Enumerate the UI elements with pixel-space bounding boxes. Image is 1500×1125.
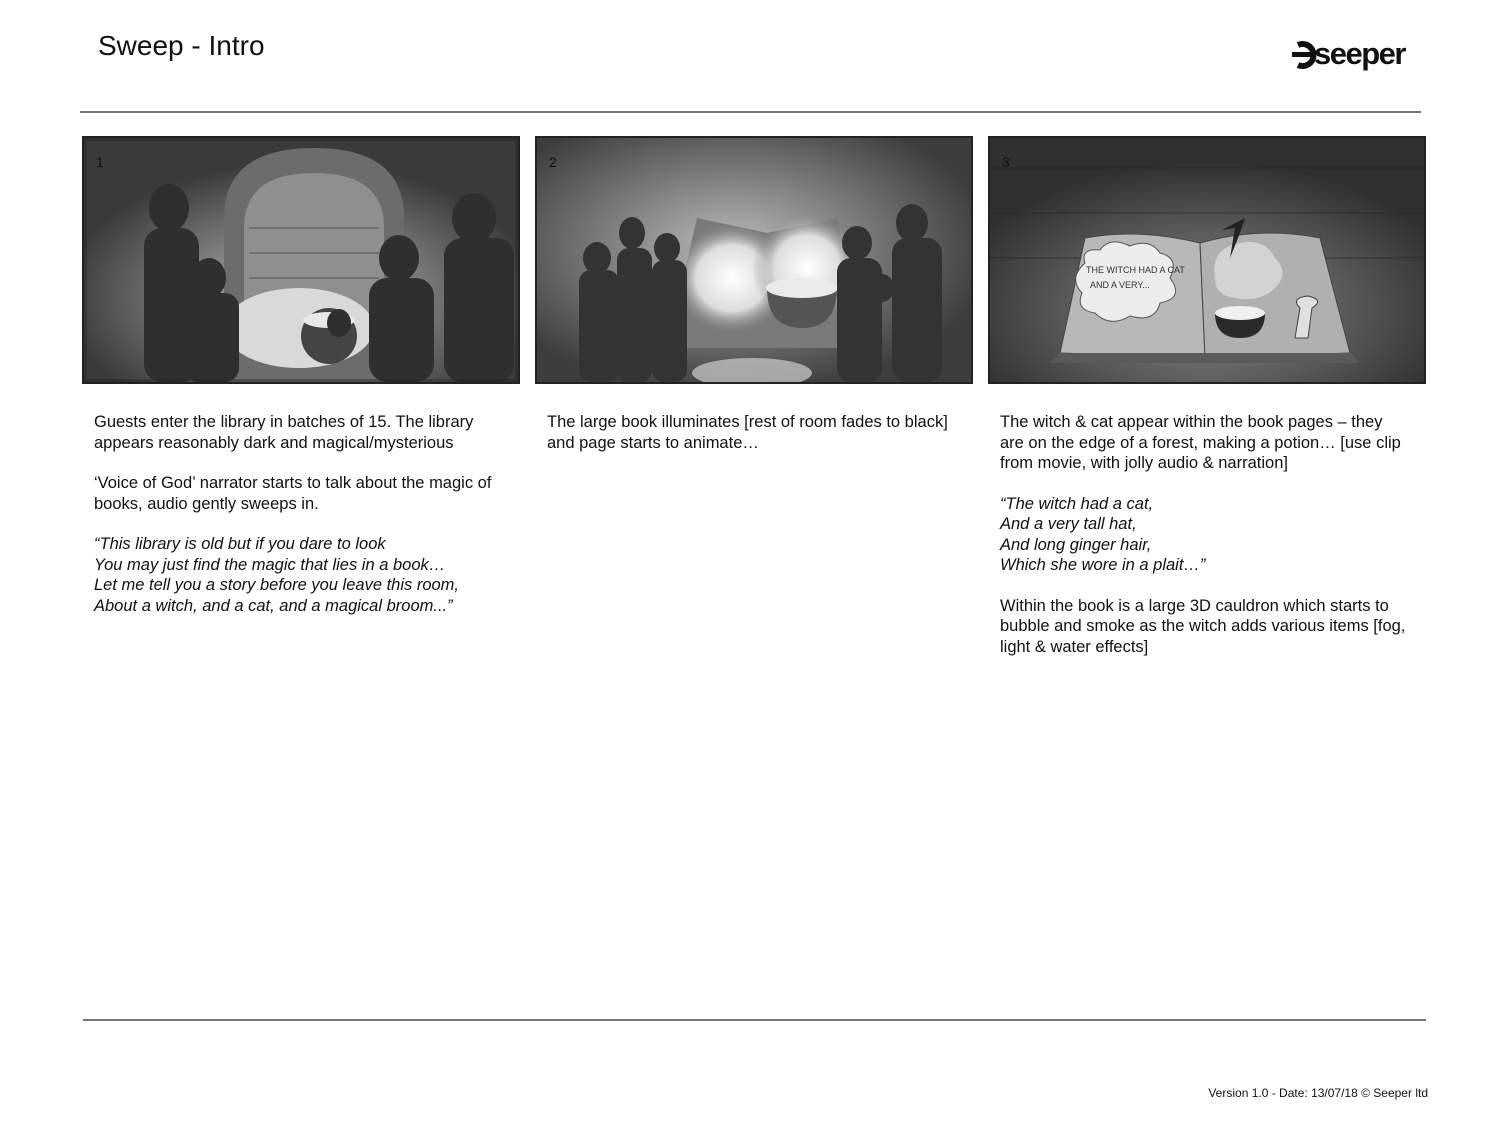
- verse-line: “This library is old but if you dare to look: [94, 535, 386, 553]
- verse-line: Which she wore in a plait…”: [1000, 556, 1206, 574]
- version-footer: Version 1.0 - Date: 13/07/18 © Seeper ltd: [1208, 1086, 1428, 1100]
- panel-number: 1: [96, 154, 104, 170]
- verse-line: Let me tell you a story before you leave this room,: [94, 576, 460, 594]
- header-divider: [80, 111, 1421, 113]
- caption-paragraph: ‘Voice of God’ narrator starts to talk about the magic of books, audio gently sweeps in.: [94, 474, 492, 513]
- footer-divider: [83, 1019, 1426, 1021]
- panel-3-caption: [1000, 412, 1410, 677]
- svg-text:AND A VERY...: AND A VERY...: [1090, 280, 1150, 290]
- narration-verse: [94, 534, 504, 616]
- narration-verse: [1000, 494, 1410, 576]
- panel-number: 3: [1002, 154, 1010, 170]
- caption-paragraph: Within the book is a large 3D cauldron which starts to bubble and smoke as the witch adds various items [fog, light & water effects]: [1000, 596, 1406, 656]
- seeper-logo: [1290, 36, 1430, 76]
- caption-paragraph: The large book illuminates [rest of room fades to black] and page starts to animate…: [547, 413, 948, 452]
- caption-paragraph: The witch & cat appear within the book pages – they are on the edge of a forest, making a potion… [use clip from movie, with jolly audio & narration]: [1000, 413, 1401, 472]
- storyboard-panel-2: [535, 136, 973, 384]
- verse-line: And long ginger hair,: [1000, 535, 1152, 554]
- panel-number: 2: [549, 154, 557, 170]
- page-title: Sweep - Intro: [98, 30, 265, 61]
- book-pages-sketch: [990, 138, 1424, 382]
- verse-line: You may just find the magic that lies in a book…: [94, 555, 446, 574]
- storyboard-panel-3: [988, 136, 1426, 384]
- verse-line: “The witch had a cat,: [1000, 494, 1154, 513]
- library-entrance-sketch: [84, 138, 518, 382]
- verse-line: And a very tall hat,: [1000, 515, 1137, 533]
- storyboard-panel-1: [82, 136, 520, 384]
- caption-paragraph: Guests enter the library in batches of 15. The library appears reasonably dark and magical/mysterious: [94, 413, 474, 452]
- panel-2-caption: [547, 412, 957, 473]
- svg-text:THE WITCH HAD A CAT: THE WITCH HAD A CAT: [1086, 265, 1185, 275]
- svg-text:seeper: seeper: [1314, 36, 1405, 71]
- illuminated-book-sketch: [537, 138, 971, 382]
- panel-1-caption: [94, 412, 504, 636]
- verse-line: About a witch, and a cat, and a magical broom...”: [94, 596, 453, 615]
